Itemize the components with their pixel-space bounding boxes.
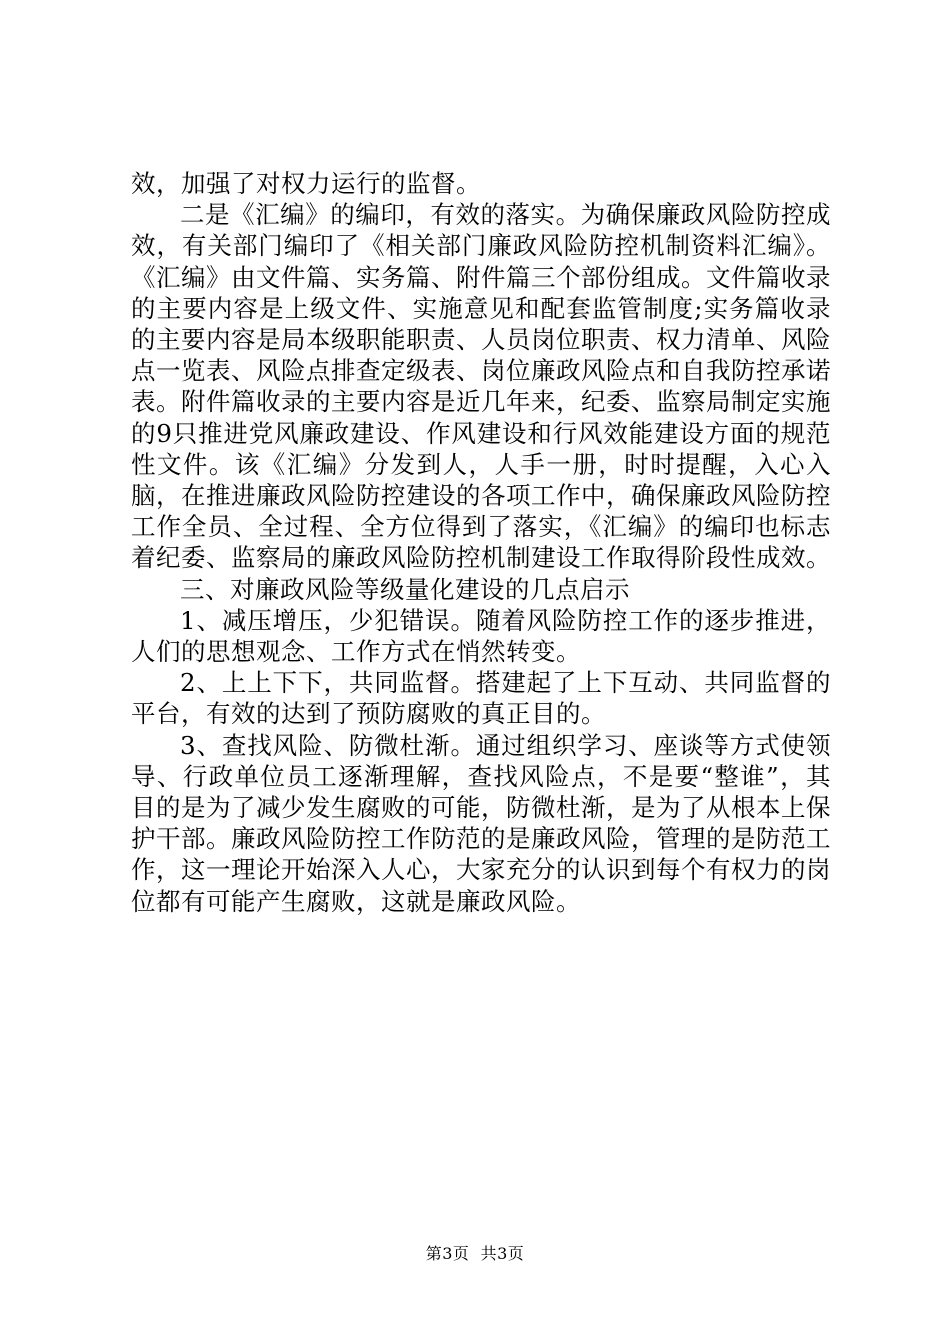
paragraph-point-2: 2、上上下下，共同监督。搭建起了上下互动、共同监督的平台，有效的达到了预防腐败的真正目的。 [131,668,831,729]
section-heading-insights: 三、对廉政风险等级量化建设的几点启示 [180,574,630,604]
paragraph-point-3: 3、查找风险、防微杜渐。通过组织学习、座谈等方式使领导、行政单位员工逐渐理解，查找风险点，不是要“整谁”，其目的是为了减少发生腐败的可能，防微杜渐，是为了从根本上保护干部。廉政风险防控工作防范的是廉政风险，管理的是防范工作，这一理论开始深入人心，大家充分的认识到每个有权力的岗位都有可能产生腐败，这就是廉政风险。 [131,730,831,916]
page-number-footer: 第3页 共3页 [425,1244,525,1263]
document-body [131,168,831,917]
paragraph-point-1: 1、减压增压，少犯错误。随着风险防控工作的逐步推进，人们的思想观念、工作方式在悄然转变。 [131,605,831,667]
paragraph-compilation: 二是《汇编》的编印，有效的落实。为确保廉政风险防控成效，有关部门编印了《相关部门廉政风险防控机制资料汇编》。《汇编》由文件篇、实务篇、附件篇三个部份组成。文件篇收录的主要内容是上级文件、实施意见和配套监管制度;实务篇收录的主要内容是局本级职能职责、人员岗位职责、权力清单、风险点一览表、风险点排查定级表、岗位廉政风险点和自我防控承诺表。附件篇收录的主要内容是近几年来，纪委、监察局制定实施的9只推进党风廉政建设、作风建设和行风效能建设方面的规范性文件。该《汇编》分发到人，人手一册，时时提醒，入心入脑，在推进廉政风险防控建设的各项工作中，确保廉政风险防控工作全员、全过程、全方位得到了落实，《汇编》的编印也标志着纪委、监察局的廉政风险防控机制建设工作取得阶段性成效。 [131,200,831,573]
paragraph-continuation: 效，加强了对权力运行的监督。 [131,169,481,198]
